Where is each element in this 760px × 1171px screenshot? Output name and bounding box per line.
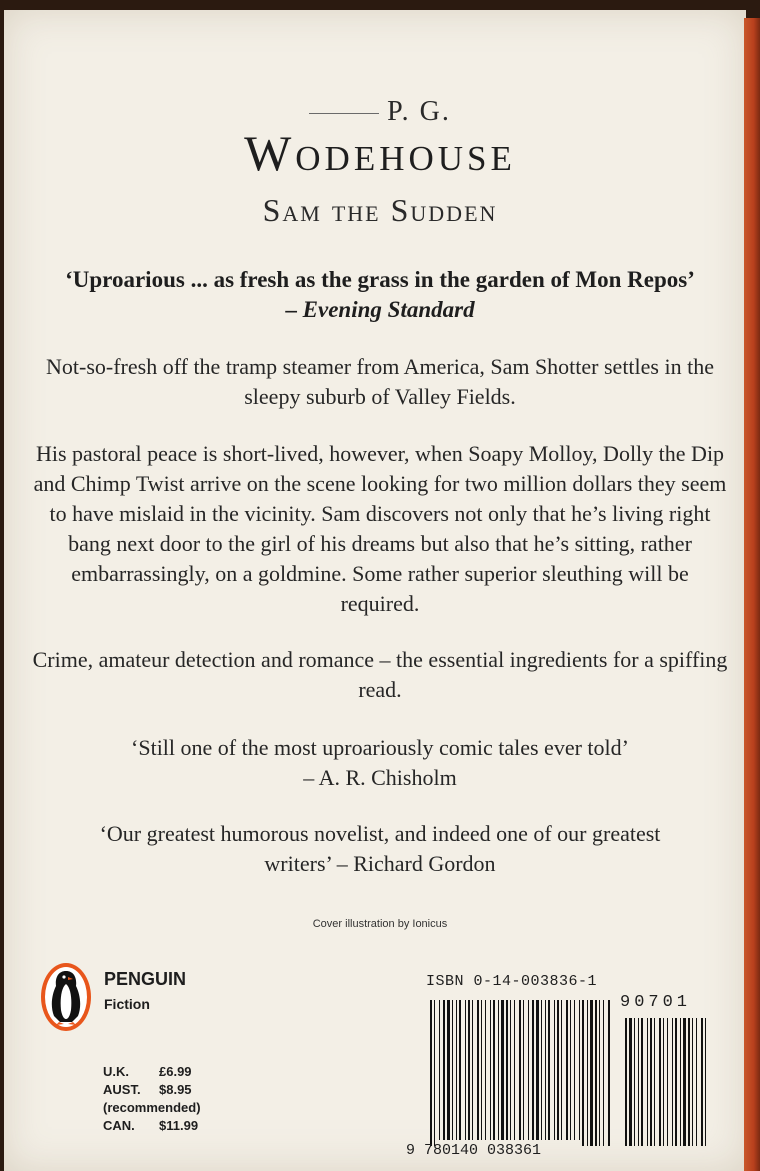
author-initials-text: P. G. [387,96,451,127]
review [30,733,730,793]
review-text: ‘Still one of the most uproariously comic tales ever told’ [131,735,629,760]
blurb-paragraph: Not-so-fresh off the tramp steamer from America, Sam Shotter settles in the sleepy suburb of Valley Fields. [46,354,714,409]
review [30,819,730,879]
review-attribution: writers’ – Richard Gordon [264,851,496,876]
price-row [103,1081,201,1099]
press-quote [60,265,700,325]
price-label: U.K. [103,1064,129,1079]
barcode-addon-number: 90701 [620,993,692,1012]
blurb-paragraph: Crime, amateur detection and romance – the essential ingredients for a spiffing read. [32,647,728,702]
price-value: $11.99 [159,1118,199,1133]
publisher-imprint: Fiction [104,996,150,1012]
price-row [103,1063,201,1081]
price-row [103,1117,201,1135]
price-list [103,1063,201,1135]
publisher [104,968,186,1014]
press-quote-source: Evening Standard [302,297,475,322]
press-quote-text: ‘Uproarious ... as fresh as the grass in the garden of Mon Repos’ – [65,267,695,322]
blurb-paragraph: His pastoral peace is short-lived, however, when Soapy Molloy, Dolly the Dip and Chimp Twist arrive on the scene looking for two million dollars they seem to have mislaid in the vicinity. Sam discovers not only that he’s living right bang next door to the girl of his dreams but also that he’s sitting, rather embarrassingly, on a goldmine. Some rather superior sleuthing will be required. [33,441,727,616]
review-attribution: – A. R. Chisholm [303,765,457,790]
price-value: £6.99 [159,1064,192,1079]
price-value: $8.95 [159,1082,192,1097]
barcode-icon [422,994,712,1154]
price-label: (recommended) [103,1100,201,1115]
penguin-logo-icon [40,962,92,1032]
divider [309,113,379,114]
barcode-ean-number: 9 780140 038361 [406,1142,542,1159]
publisher-name: PENGUIN [104,969,187,989]
book-title: Sam the Sudden [262,192,498,228]
cover-credit: Cover illustration by Ionicus [312,918,448,930]
price-label: CAN. [103,1118,135,1133]
author-surname: Wodehouse [244,125,516,181]
review-text: ‘Our greatest humorous novelist, and indeed one of our greatest [99,821,661,846]
isbn-text: ISBN 0-14-003836-1 [426,973,598,990]
price-label: AUST. [103,1082,141,1097]
price-row [103,1099,201,1117]
